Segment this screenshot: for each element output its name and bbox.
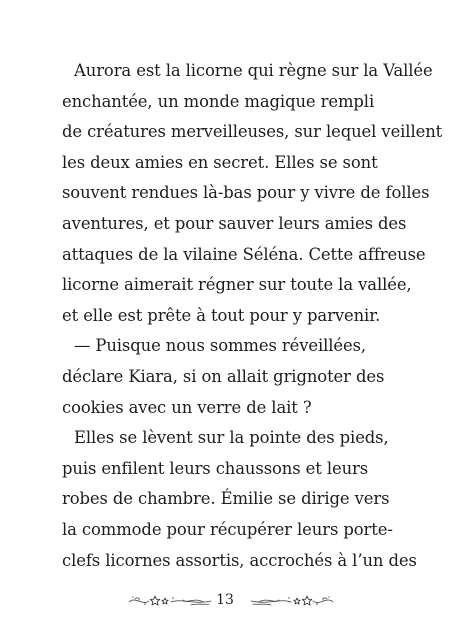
text-line: enchantée, un monde magique rempli bbox=[62, 91, 375, 111]
text-line: les deux amies en secret. Elles se sont bbox=[62, 152, 378, 172]
star-swirl-ornament-icon bbox=[125, 594, 215, 608]
text-line: aventures, et pour sauver leurs amies des bbox=[62, 213, 407, 233]
page-footer bbox=[0, 586, 450, 616]
text-line: puis enfilent leurs chaussons et leurs bbox=[62, 458, 369, 478]
page-body-text bbox=[62, 56, 443, 576]
text-line: déclare Kiara, si on allait grignoter des bbox=[62, 366, 385, 386]
text-line: clefs licornes assortis, accrochés à l’un des bbox=[62, 550, 417, 570]
dialogue-line: — Puisque nous sommes réveillées, bbox=[74, 336, 367, 356]
text-line: cookies avec un verre de lait ? bbox=[62, 397, 312, 417]
text-line: souvent rendues là-bas pour y vivre de folles bbox=[62, 183, 430, 203]
text-line: et elle est prête à tout pour y parvenir. bbox=[62, 305, 381, 325]
text-line: la commode pour récupérer leurs porte- bbox=[62, 519, 393, 539]
text-line: robes de chambre. Émilie se dirige vers bbox=[62, 489, 390, 509]
page-number: 13 bbox=[216, 592, 234, 608]
text-line: de créatures merveilleuses, sur lequel veillent bbox=[62, 122, 443, 142]
star-swirl-ornament-icon bbox=[247, 594, 337, 608]
text-line: attaques de la vilaine Séléna. Cette affreuse bbox=[62, 244, 426, 264]
text-line: Elles se lèvent sur la pointe des pieds, bbox=[74, 428, 389, 448]
text-line: licorne aimerait régner sur toute la vallée, bbox=[62, 275, 412, 295]
text-line: Aurora est la licorne qui règne sur la Vallée bbox=[74, 61, 433, 80]
